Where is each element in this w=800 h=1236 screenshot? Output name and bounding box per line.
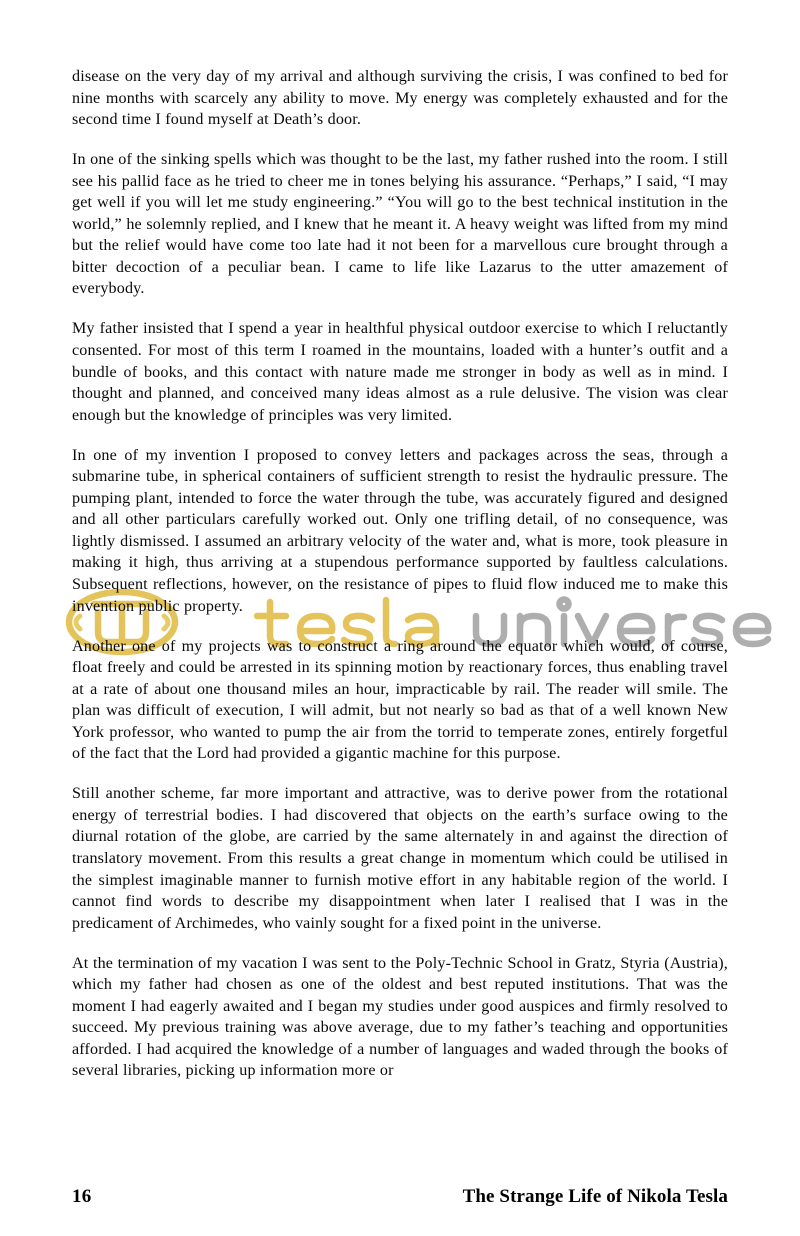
page-footer <box>72 1186 728 1208</box>
paragraph: At the termination of my vacation I was sent to the Poly-Technic School in Gratz, Styria (Austria), which my father had chosen as one of the oldest and best reputed institutions. That was the moment I had eagerly awaited and I began my studies under good auspices and firmly resolved to succeed. My previous training was above average, due to my father’s teaching and opportunities afforded. I had acquired the knowledge of a number of languages and waded through the books of several libraries, picking up information more or <box>72 954 728 1080</box>
paragraph: Another one of my projects was to construct a ring around the equator which would, of course, float freely and could be arrested in its spinning motion by reactionary forces, thus enabling travel at a rate of about one thousand miles an hour, impracticable by rail. The reader will smile. The plan was difficult of execution, I will admit, but not nearly so bad as that of a well known New York professor, who wanted to pump the air from the torrid to temperate zones, entirely forgetful of the fact that the Lord had provided a gigantic machine for this purpose. <box>72 637 728 763</box>
paragraph: In one of the sinking spells which was thought to be the last, my father rushed into the room. I still see his pallid face as he tried to cheer me in tones belying his assurance. “Perhaps,” I said, “I may get well if you will let me study engineering.” “You will go to the best technical institution in the world,” he solemnly replied, and I knew that he meant it. A heavy weight was lifted from my mind but the relief would have come too late had it not been for a marvellous cure brought through a bitter decoction of a peculiar bean. I came to life like Lazarus to the utter amazement of everybody. <box>72 151 728 298</box>
paragraph: disease on the very day of my arrival and although surviving the crisis, I was confined to bed for nine months with scarcely any ability to move. My energy was completely exhausted and for the second time I found myself at Death’s door. <box>72 68 728 129</box>
footer-book-title: The Strange Life of Nikola Tesla <box>462 1186 728 1207</box>
paragraph: My father insisted that I spend a year in healthful physical outdoor exercise to which I reluctantly consented. For most of this term I roamed in the mountains, loaded with a hunter’s outfit and a bundle of books, and this contact with nature made me stronger in body as well as in mind. I thought and planned, and conceived many ideas almost as a rule delusive. The vision was clear enough but the knowledge of principles was very limited. <box>72 320 728 424</box>
footer-page-number: 16 <box>72 1186 92 1207</box>
page-text-column <box>72 66 728 1082</box>
paragraph: Still another scheme, far more important and attractive, was to derive power from the rotational energy of terrestrial bodies. I had discovered that objects on the earth’s surface owing to the diurnal rotation of the globe, are carried by the same alternately in and against the direction of translatory movement. From this results a great change in momentum which could be utilised in the simplest imaginable manner to furnish motive effort in any habitable region of the world. I cannot find words to describe my disappointment when later I realised that I was in the predicament of Archimedes, who vainly sought for a fixed point in the universe. <box>72 785 728 932</box>
paragraph: In one of my invention I proposed to convey letters and packages across the seas, through a submarine tube, in spherical containers of sufficient strength to resist the hydraulic pressure. The pumping plant, intended to force the water through the tube, was accurately figured and designed and all other particulars carefully worked out. Only one trifling detail, of no consequence, was lightly dismissed. I assumed an arbitrary velocity of the water and, what is more, took pleasure in making it high, thus arriving at a stupendous performance supported by faultless calculations. Subsequent reflections, however, on the resistance of pipes to fluid flow induced me to make this invention public property. <box>72 446 728 615</box>
